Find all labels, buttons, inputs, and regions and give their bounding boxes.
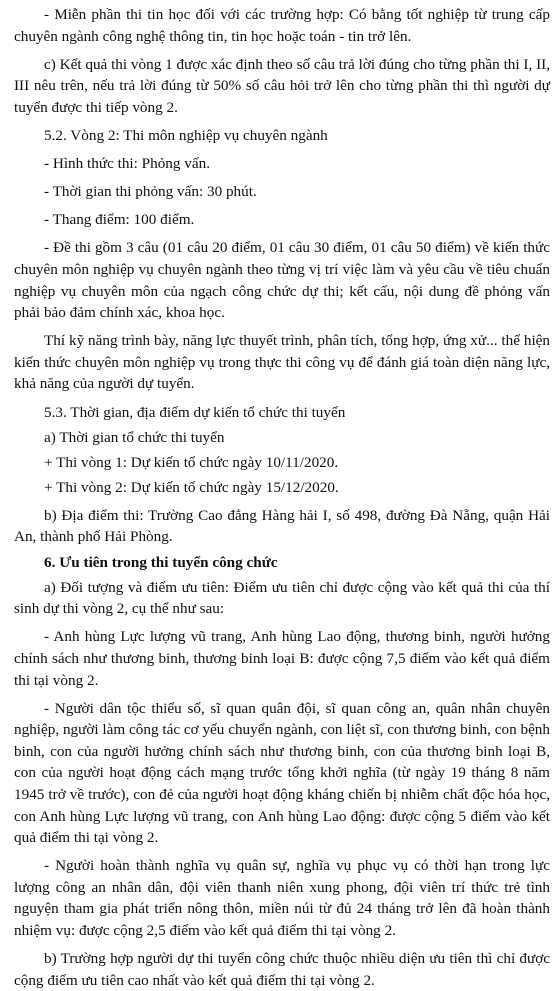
paragraph-multiple-priority: b) Trường hợp người dự thi tuyển công chức thuộc nhiều diện ưu tiên thì chỉ được cộng điểm ưu tiên cao nhất vào kết quả điểm thi tại vòng 2. (14, 950, 550, 989)
paragraph-score-scale: - Thang điểm: 100 điểm. (44, 211, 195, 229)
paragraph-exam-format: - Hình thức thi: Phỏng vấn. (44, 155, 211, 173)
paragraph-exam-duration: - Thời gian thi phỏng vấn: 30 phút. (44, 183, 257, 201)
heading-5-2: 5.2. Vòng 2: Thi môn nghiệp vụ chuyên ngành (44, 126, 328, 144)
paragraph-priority-intro: a) Đối tượng và điểm ưu tiên: Điểm ưu tiên chỉ được cộng vào kết quả thi của thí sinh dự thi vòng 2, cụ thể như sau: (14, 578, 550, 618)
paragraph-exam-location: b) Địa điểm thi: Trường Cao đẳng Hàng hải I, số 498, đường Đà Nẵng, quận Hải An, thành phố Hải Phòng. (14, 506, 550, 546)
paragraph-priority-7-5: - Anh hùng Lực lượng vũ trang, Anh hùng Lao động, thương binh, người hưởng chính sách như thương binh, thương binh loại B: được cộng 7,5 điểm vào kết quả điểm thi tại vòng 2. (14, 628, 550, 689)
paragraph-priority-5: - Người dân tộc thiểu số, sĩ quan quân đội, sĩ quan công an, quân nhân chuyên nghiệp, người làm công tác cơ yếu chuyển ngành, con liệt sĩ, con thương binh, con bệnh binh, con của người hưởng chính sách như thương binh, con của thương binh loại B, con của người hoạt động cách mạng trước tổng khởi nghĩa (từ ngày 19 tháng 8 năm 1945 trở về trước), con đẻ của người hoạt động kháng chiến bị nhiễm chất độc hóa học, con Anh hùng Lực lượng vũ trang, con Anh hùng Lao động: được cộng 5 điểm vào kết quả điểm thi tại vòng 2. (14, 699, 550, 847)
paragraph-round1-date: + Thi vòng 1: Dự kiến tổ chức ngày 10/11/2020. (44, 453, 339, 471)
heading-section-6: 6. Ưu tiên trong thi tuyển công chức (44, 553, 278, 571)
paragraph-schedule-title: a) Thời gian tổ chức thi tuyển (44, 428, 225, 446)
paragraph-priority-2-5: - Người hoàn thành nghĩa vụ quân sự, nghĩa vụ phục vụ có thời hạn trong lực lượng công an nhân dân, đội viên thanh niên xung phong, đội viên trí thức trẻ tình nguyện tham gia phát triển nông thôn, miền núi từ đủ 24 tháng trở lên đã hoàn thành nhiệm vụ: được cộng 2,5 điểm vào kết quả điểm thi tại vòng 2. (14, 857, 550, 940)
paragraph-round1-result: c) Kết quả thi vòng 1 được xác định theo số câu trả lời đúng cho từng phần thi I, II, III nêu trên, nếu trả lời đúng từ 50% số câu hỏi trở lên cho từng phần thi thì người dự tuyển được thi tiếp vòng 2. (14, 55, 550, 116)
paragraph-exam-questions: - Đề thi gồm 3 câu (01 câu 20 điểm, 01 câu 30 điểm, 01 câu 50 điểm) về kiến thức chuyên môn nghiệp vụ chuyên ngành theo từng vị trí việc làm và yêu cầu về tiêu chuẩn nghiệp vụ chuyên môn của ngạch công chức dự thi; kết cấu, nội dung đề phỏng vấn phải bảo đảm chính xác, khoa học. (14, 239, 550, 322)
paragraph-round2-date: + Thi vòng 2: Dự kiến tổ chức ngày 15/12/2020. (44, 478, 339, 496)
paragraph-it-exemption: - Miễn phần thi tin học đối với các trường hợp: Có bằng tốt nghiệp từ trung cấp chuyên ngành công nghệ thông tin, tin học hoặc toán - tin trở lên. (14, 6, 550, 45)
heading-5-3: 5.3. Thời gian, địa điểm dự kiến tổ chức thi tuyển (44, 403, 346, 421)
paragraph-skills: Thí kỹ năng trình bày, năng lực thuyết trình, phân tích, tổng hợp, ứng xử... thể hiện kiến thức chuyên môn nghiệp vụ trong thực thi công vụ để đánh giá toàn diện năng lực, khả năng của người dự tuyển. (14, 332, 550, 393)
